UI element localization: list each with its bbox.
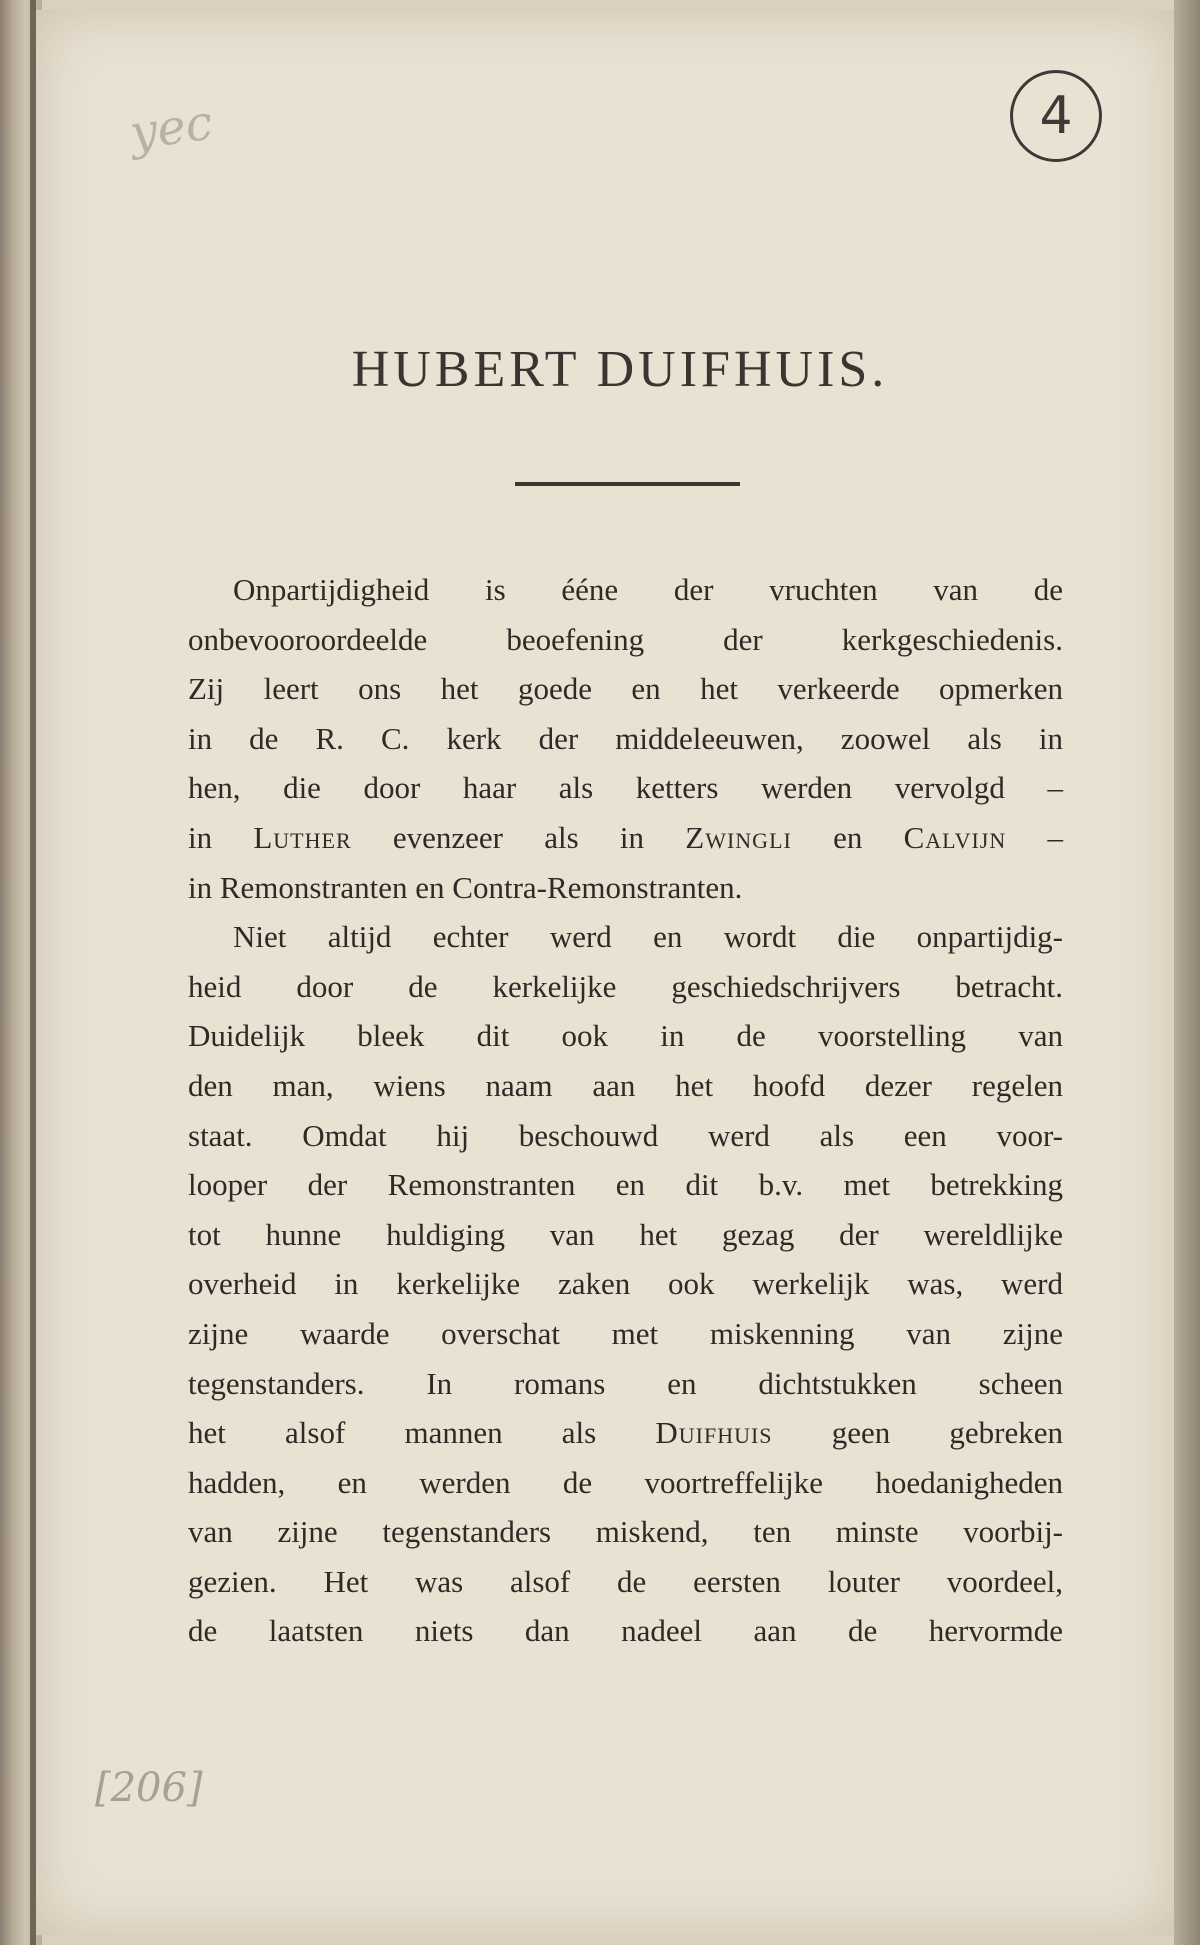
text-line: heid door de kerkelijke geschiedschrijvers betracht.: [188, 968, 1063, 1004]
text-line: gezien. Het was alsof de eersten louter voordeel,: [188, 1563, 1063, 1599]
name-calvijn: Calvijn: [903, 819, 1007, 855]
text-line-content: hen, die door haar als ketters werden vervolgd –: [188, 770, 1063, 806]
text-line: Niet altijd echter werd en wordt die onpartijdig-: [233, 919, 1063, 955]
text-line: zijne waarde overschat met miskenning van zijne: [188, 1315, 1063, 1351]
text-line: onbevooroordeelde beoefening der kerkgeschiedenis.: [188, 621, 1063, 657]
text-line: staat. Omdat hij beschouwd werd als een voor-: [188, 1117, 1063, 1153]
text-line: tot hunne huldiging van het gezag der wereldlijke: [188, 1216, 1063, 1252]
margin-note-top: yec: [126, 94, 216, 162]
name-zwingli: Zwingli: [685, 819, 792, 855]
margin-note-bottom: [206]: [95, 1765, 203, 1811]
text-fragment: –: [1006, 819, 1063, 855]
text-fragment: geen gebreken: [772, 1415, 1063, 1451]
name-duifhuis: Duifhuis: [655, 1415, 773, 1451]
text-line: looper der Remonstranten en dit b.v. met betrekking: [188, 1167, 1063, 1203]
text-fragment: in: [188, 819, 254, 855]
text-line: de laatsten niets dan nadeel aan de hervormde: [188, 1613, 1063, 1649]
page-number: 4: [1010, 70, 1102, 162]
text-line: tegenstanders. In romans en dichtstukken scheen: [188, 1365, 1063, 1401]
body-text: [188, 565, 1063, 1656]
text-fragment: en: [791, 819, 904, 855]
text-line: overheid in kerkelijke zaken ook werkelijk was, werd: [188, 1266, 1063, 1302]
text-line: [188, 1408, 1063, 1458]
text-fragment: het alsof mannen als: [188, 1415, 656, 1451]
text-line: Zij leert ons het goede en het verkeerde opmerken: [188, 671, 1063, 707]
text-line: den man, wiens naam aan het hoofd dezer regelen: [188, 1067, 1063, 1103]
name-luther: Luther: [253, 819, 352, 855]
text-fragment: evenzeer als in: [351, 819, 686, 855]
title-rule: [515, 482, 740, 486]
text-line: van zijne tegenstanders miskend, ten minste voorbij-: [188, 1514, 1063, 1550]
text-line: in Remonstranten en Contra-Remonstranten.: [188, 869, 743, 905]
text-line: in de R. C. kerk der middeleeuwen, zoowel als in: [188, 720, 1063, 756]
page-edge: [1174, 0, 1200, 1945]
text-line: [188, 813, 1063, 863]
text-line: hadden, en werden de voortreffelijke hoedanigheden: [188, 1464, 1063, 1500]
text-line: Duidelijk bleek dit ook in de voorstelling van: [188, 1018, 1063, 1054]
text-line: [188, 763, 1063, 813]
page-title: HUBERT DUIFHUIS.: [351, 341, 889, 398]
text-line: Onpartijdigheid is ééne der vruchten van de: [233, 572, 1063, 607]
